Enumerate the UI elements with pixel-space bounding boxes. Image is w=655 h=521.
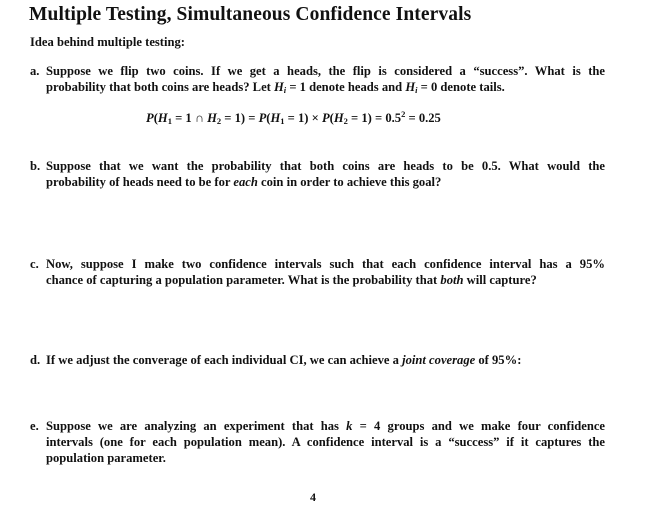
question-text: probability of heads need to be for each coin in order to achieve this goal? bbox=[46, 175, 442, 189]
question-text: probability that both coins are heads? Let $H_i = 1$ denote heads and $H_i = 0$ denote tails. bbox=[46, 80, 505, 95]
question-letter: c. bbox=[30, 257, 39, 271]
question-text: intervals (one for each population mean). A confidence interval is a “success” if it captures the bbox=[46, 435, 605, 449]
question-c bbox=[30, 256, 605, 288]
question-text: Suppose that we want the probability that both coins are heads to be 0.5. What would the bbox=[46, 159, 605, 173]
question-a bbox=[30, 63, 605, 98]
question-b bbox=[30, 158, 605, 190]
question-letter: d. bbox=[30, 353, 41, 367]
question-text: If we adjust the converage of each individual CI, we can achieve a joint coverage of 95%: bbox=[46, 353, 522, 367]
question-letter: e. bbox=[30, 419, 39, 433]
probability-formula: $P(H_1 = 1$ ∩ $H_2 = 1) = P(H_1 = 1) \times P(H_2 = 1) = 0.5^2 = 0.25$ bbox=[146, 109, 441, 126]
question-text: chance of capturing a population parameter. What is the probability that both will capture? bbox=[46, 273, 537, 287]
section-subtitle: Idea behind multiple testing: bbox=[30, 35, 185, 49]
question-text: Now, suppose I make two confidence intervals such that each confidence interval has a 95% bbox=[46, 257, 605, 271]
question-text: Suppose we flip two coins. If we get a heads, the flip is considered a “success”. What is the bbox=[46, 64, 605, 78]
question-text: population parameter. bbox=[46, 451, 166, 465]
question-d bbox=[30, 352, 605, 368]
question-text: Suppose we are analyzing an experiment that has k = 4 groups and we make four confidence bbox=[46, 419, 605, 433]
page-title: Multiple Testing, Simultaneous Confidence Intervals bbox=[29, 4, 472, 25]
question-letter: b. bbox=[30, 159, 41, 173]
question-e bbox=[30, 418, 605, 466]
page-number: 4 bbox=[310, 490, 316, 504]
question-letter: a. bbox=[30, 64, 40, 78]
